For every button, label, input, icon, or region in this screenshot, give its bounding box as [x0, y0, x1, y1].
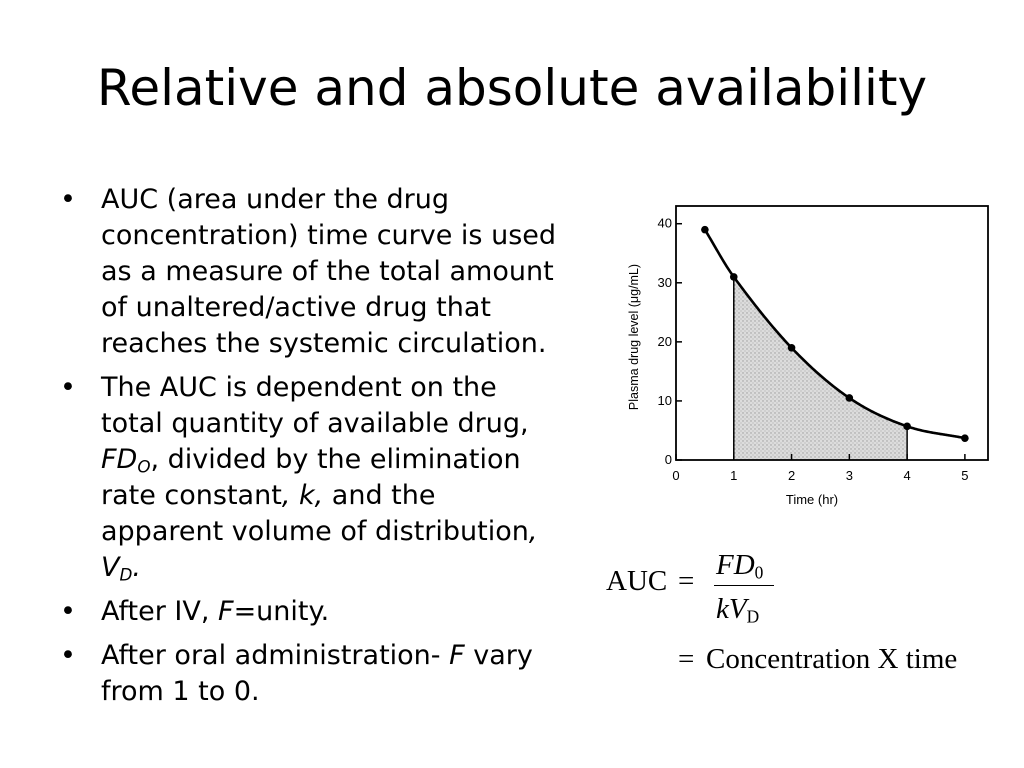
formula-equals-2: =	[678, 643, 695, 675]
symbol-f: F	[449, 640, 465, 671]
bullet-text: The AUC is dependent on the total quantity of available drug,	[101, 372, 529, 439]
bullet-text: After IV,	[101, 596, 219, 627]
bullet-text: , divided by the elimination rate constant	[101, 444, 521, 511]
symbol-k: , k,	[281, 480, 324, 511]
formula-equals: =	[678, 565, 695, 597]
y-tick-label: 20	[657, 333, 672, 349]
bullet-period: .	[132, 552, 141, 583]
data-point	[903, 423, 911, 431]
y-tick-label: 40	[657, 215, 672, 231]
x-tick-label: 0	[672, 468, 680, 483]
x-axis-label: Time (hr)	[785, 492, 839, 507]
data-point	[701, 226, 709, 234]
bullet-iv	[58, 594, 563, 630]
data-point	[788, 344, 796, 352]
formula-rhs: Concentration X time	[706, 643, 958, 675]
y-tick-label: 30	[657, 274, 672, 290]
auc-chart-svg	[622, 200, 1002, 515]
x-tick-label: 1	[730, 468, 738, 483]
y-tick-label: 10	[657, 392, 672, 408]
slide-title: Relative and absolute availability	[96, 59, 928, 117]
symbol-f: F	[218, 596, 234, 627]
auc-formula	[606, 545, 1016, 685]
bullet-list	[58, 182, 563, 718]
auc-chart	[622, 200, 1002, 515]
data-point	[846, 394, 854, 402]
symbol-vd: , $V_D$	[101, 516, 538, 585]
formula-denominator: $kV_D$	[716, 593, 760, 627]
bullet-oral	[58, 638, 563, 710]
data-point	[961, 434, 969, 442]
bullet-text: vary from 1 to 0.	[101, 640, 533, 707]
auc-shaded-area	[734, 277, 907, 460]
bullet-text: and the apparent volume of distribution	[101, 480, 529, 547]
formula-numerator: $FD_0$	[716, 549, 764, 583]
y-axis-label: Plasma drug level (μg/mL)	[627, 263, 641, 411]
bullet-text: After oral administration-	[101, 640, 450, 671]
x-tick-label: 4	[903, 468, 911, 483]
bullet-auc-dependence	[58, 370, 563, 586]
formula-lhs: AUC	[606, 565, 668, 597]
bullet-auc-definition	[58, 182, 563, 362]
fraction-bar	[714, 585, 774, 586]
y-tick-label: 0	[664, 452, 672, 467]
bullet-text: =unity.	[233, 596, 330, 627]
x-tick-label: 5	[961, 468, 969, 483]
bullet-text: AUC (area under the drug concentration) time curve is used as a measure of the total amount of unaltered/active drug that reaches the systemic circulation.	[101, 184, 557, 359]
x-tick-label: 2	[787, 468, 796, 483]
x-tick-label: 3	[845, 468, 853, 483]
symbol-fd: $FD_O$	[101, 444, 151, 477]
data-point	[730, 273, 738, 281]
